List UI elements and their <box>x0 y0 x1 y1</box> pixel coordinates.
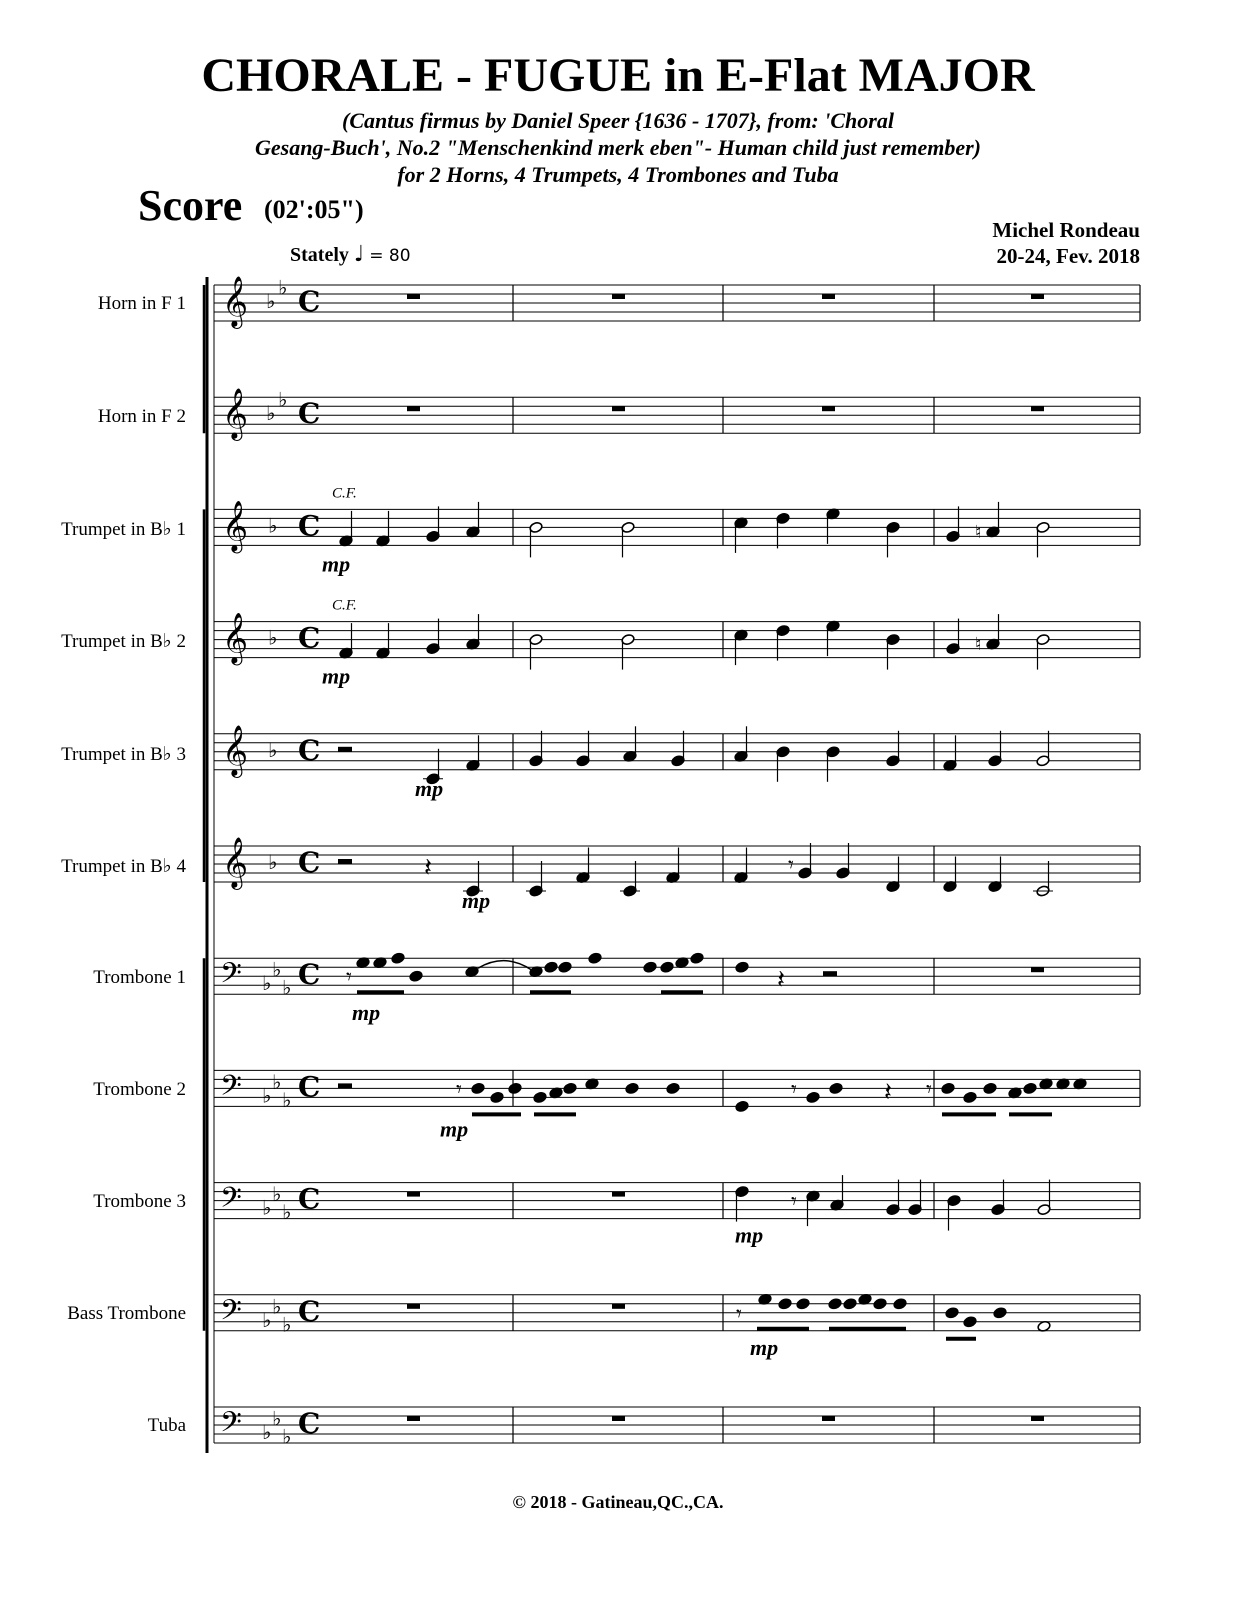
eighth-rest-icon: 𝄾 <box>346 965 352 991</box>
cantus-firmus-marking: C.F. <box>332 597 357 614</box>
tie <box>478 961 532 971</box>
notehead <box>544 961 558 973</box>
notehead <box>828 1298 842 1310</box>
notehead <box>778 1298 792 1310</box>
dynamic-mp: mp <box>322 551 351 577</box>
subtitle-line-3: for 2 Horns, 4 Trumpets, 4 Trombones and Tuba <box>397 162 839 187</box>
natural-icon: ♮ <box>975 521 982 543</box>
quarter-note-icon: ♩ <box>353 242 365 267</box>
notehead <box>735 961 749 973</box>
dynamic-mp: mp <box>322 663 351 689</box>
treble-clef-icon: 𝄞 <box>222 612 249 664</box>
treble-clef-icon: 𝄞 <box>222 388 249 440</box>
natural-icon: ♮ <box>975 634 982 656</box>
time-signature: C <box>298 1294 321 1328</box>
time-signature: C <box>298 1407 321 1440</box>
notehead <box>588 952 602 964</box>
dynamic-mp: mp <box>352 1000 381 1026</box>
treble-clef-icon: 𝄞 <box>222 500 249 552</box>
flat-icon: ♭ <box>282 1200 292 1225</box>
flat-icon: ♭ <box>272 1294 282 1319</box>
eighth-rest-icon: 𝄾 <box>456 1077 462 1103</box>
notehead <box>735 1100 749 1112</box>
whole-rest <box>612 406 625 411</box>
duration: (02':05") <box>264 195 364 224</box>
notehead <box>806 1091 820 1103</box>
flat-icon: ♭ <box>266 289 276 313</box>
bass-clef-icon: 𝄢 <box>220 1069 242 1110</box>
notehead <box>1023 1082 1037 1094</box>
notehead <box>983 1082 997 1094</box>
whole-rest <box>612 1304 625 1309</box>
instrument-label-trumpet-2: Trumpet in B♭ 2 <box>61 631 186 652</box>
notehead <box>796 1298 810 1310</box>
instrument-label-trumpet-4: Trumpet in B♭ 4 <box>61 856 186 877</box>
notehead <box>945 1307 959 1319</box>
dynamic-mp: mp <box>750 1334 779 1360</box>
bass-clef-icon: 𝄢 <box>220 957 242 998</box>
flat-icon: ♭ <box>282 1424 292 1449</box>
notehead <box>563 1082 577 1094</box>
flat-icon: ♭ <box>268 625 278 650</box>
notehead <box>533 1091 547 1103</box>
time-signature: C <box>298 958 321 992</box>
bass-clef-icon: 𝄢 <box>220 1293 242 1334</box>
notehead <box>893 1298 907 1310</box>
whole-rest <box>822 406 835 411</box>
dynamic-mp: mp <box>462 888 491 913</box>
time-signature: C <box>298 509 321 543</box>
flat-icon: ♭ <box>272 1182 282 1207</box>
subtitle-line-1: (Cantus firmus by Daniel Speer {1636 - 1707}, from: 'Choral <box>342 108 894 133</box>
flat-icon: ♭ <box>272 1069 282 1094</box>
notehead <box>873 1298 887 1310</box>
instrument-label-trombone-3: Trombone 3 <box>93 1191 186 1212</box>
notehead <box>963 1316 977 1328</box>
whole-rest <box>1031 1416 1044 1421</box>
flat-icon: ♭ <box>272 957 282 982</box>
time-signature: C <box>298 397 321 431</box>
flat-icon: ♭ <box>268 850 278 874</box>
notehead <box>391 952 405 964</box>
whole-rest <box>612 1416 625 1421</box>
whole-rest <box>1031 294 1044 299</box>
notehead <box>490 1091 504 1103</box>
quarter-rest-icon: 𝄽 <box>424 853 432 883</box>
flat-icon: ♭ <box>282 975 292 1000</box>
tempo-text: Stately <box>290 244 349 266</box>
dynamic-mp: mp <box>415 775 444 801</box>
flat-icon: ♭ <box>262 1420 272 1444</box>
eighth-rest-icon: 𝄾 <box>926 1077 932 1103</box>
half-rest <box>823 971 837 976</box>
whole-rest <box>1031 406 1044 411</box>
dynamic-mp: mp <box>440 1116 469 1142</box>
notehead <box>558 961 572 973</box>
time-signature: C <box>298 621 321 655</box>
flat-icon: ♭ <box>262 971 272 996</box>
notehead <box>660 961 674 973</box>
subtitle-line-2: Gesang-Buch', No.2 "Menschenkind merk eben"- Human child just remember) <box>254 135 982 160</box>
instrument-label-horn-1: Horn in F 1 <box>97 293 186 314</box>
bass-clef-icon: 𝄢 <box>220 1406 242 1446</box>
flat-icon: ♭ <box>278 275 288 300</box>
bass-clef-icon: 𝄢 <box>220 1181 242 1222</box>
time-signature: C <box>298 846 321 879</box>
whole-rest <box>612 1192 625 1197</box>
notehead <box>963 1091 977 1103</box>
half-rest <box>338 859 352 864</box>
whole-rest <box>407 1304 420 1309</box>
instrument-label-trumpet-1: Trumpet in B♭ 1 <box>61 519 186 540</box>
whole-rest <box>407 294 420 299</box>
instrument-label-tuba: Tuba <box>147 1415 186 1436</box>
flat-icon: ♭ <box>268 737 278 762</box>
treble-clef-icon: 𝄞 <box>222 724 249 776</box>
notehead <box>666 1082 680 1094</box>
instrument-label-trombone-1: Trombone 1 <box>93 967 186 988</box>
flat-icon: ♭ <box>282 1312 292 1337</box>
notehead <box>843 1298 857 1310</box>
whole-rest <box>822 294 835 299</box>
eighth-rest-icon: 𝄾 <box>736 1301 742 1327</box>
time-signature: C <box>298 1182 321 1216</box>
eighth-rest-icon: 𝄾 <box>791 1077 797 1103</box>
tempo-value: = 80 <box>369 246 411 266</box>
notehead <box>643 961 657 973</box>
half-rest <box>338 747 352 752</box>
treble-clef-icon: 𝄞 <box>222 837 249 888</box>
notehead <box>690 952 704 964</box>
score-title: CHORALE - FUGUE in E-Flat MAJOR <box>201 49 1035 102</box>
notehead <box>471 1082 485 1094</box>
time-signature: C <box>298 1070 321 1104</box>
notehead <box>409 970 423 982</box>
flat-icon: ♭ <box>268 513 278 538</box>
flat-icon: ♭ <box>282 1087 292 1112</box>
instrument-label-trumpet-3: Trumpet in B♭ 3 <box>61 744 186 765</box>
flat-icon: ♭ <box>272 1406 282 1431</box>
half-rest <box>338 1083 352 1088</box>
notehead <box>829 1082 843 1094</box>
time-signature: C <box>298 733 321 767</box>
copyright: © 2018 - Gatineau,QC.,CA. <box>512 1492 724 1512</box>
notehead <box>625 1082 639 1094</box>
dynamic-mp: mp <box>735 1222 764 1248</box>
eighth-rest-icon: 𝄾 <box>791 1189 797 1215</box>
eighth-rest-icon: 𝄾 <box>788 853 794 878</box>
flat-icon: ♭ <box>262 1307 272 1332</box>
notehead <box>508 1082 522 1094</box>
score-label: Score <box>138 181 243 230</box>
notehead <box>993 1307 1007 1319</box>
notehead <box>941 1082 955 1094</box>
flat-icon: ♭ <box>278 387 288 412</box>
cantus-firmus-marking: C.F. <box>332 485 357 502</box>
instrument-label-horn-2: Horn in F 2 <box>97 406 186 427</box>
composer-name: Michel Rondeau <box>992 218 1140 242</box>
time-signature: C <box>298 285 321 318</box>
whole-rest <box>612 294 625 299</box>
quarter-rest-icon: 𝄽 <box>884 1077 892 1108</box>
whole-rest <box>407 1416 420 1421</box>
flat-icon: ♭ <box>262 1195 272 1220</box>
instrument-label-bass-trombone: Bass Trombone <box>67 1303 186 1324</box>
treble-clef-icon: 𝄞 <box>222 276 249 327</box>
whole-rest <box>1031 967 1044 972</box>
whole-rest <box>822 1416 835 1421</box>
whole-rest <box>407 1192 420 1197</box>
flat-icon: ♭ <box>262 1083 272 1108</box>
quarter-rest-icon: 𝄽 <box>777 965 785 996</box>
composition-date: 20-24, Fev. 2018 <box>996 244 1140 268</box>
flat-icon: ♭ <box>266 401 276 426</box>
whole-rest <box>407 406 420 411</box>
instrument-label-trombone-2: Trombone 2 <box>93 1079 186 1100</box>
